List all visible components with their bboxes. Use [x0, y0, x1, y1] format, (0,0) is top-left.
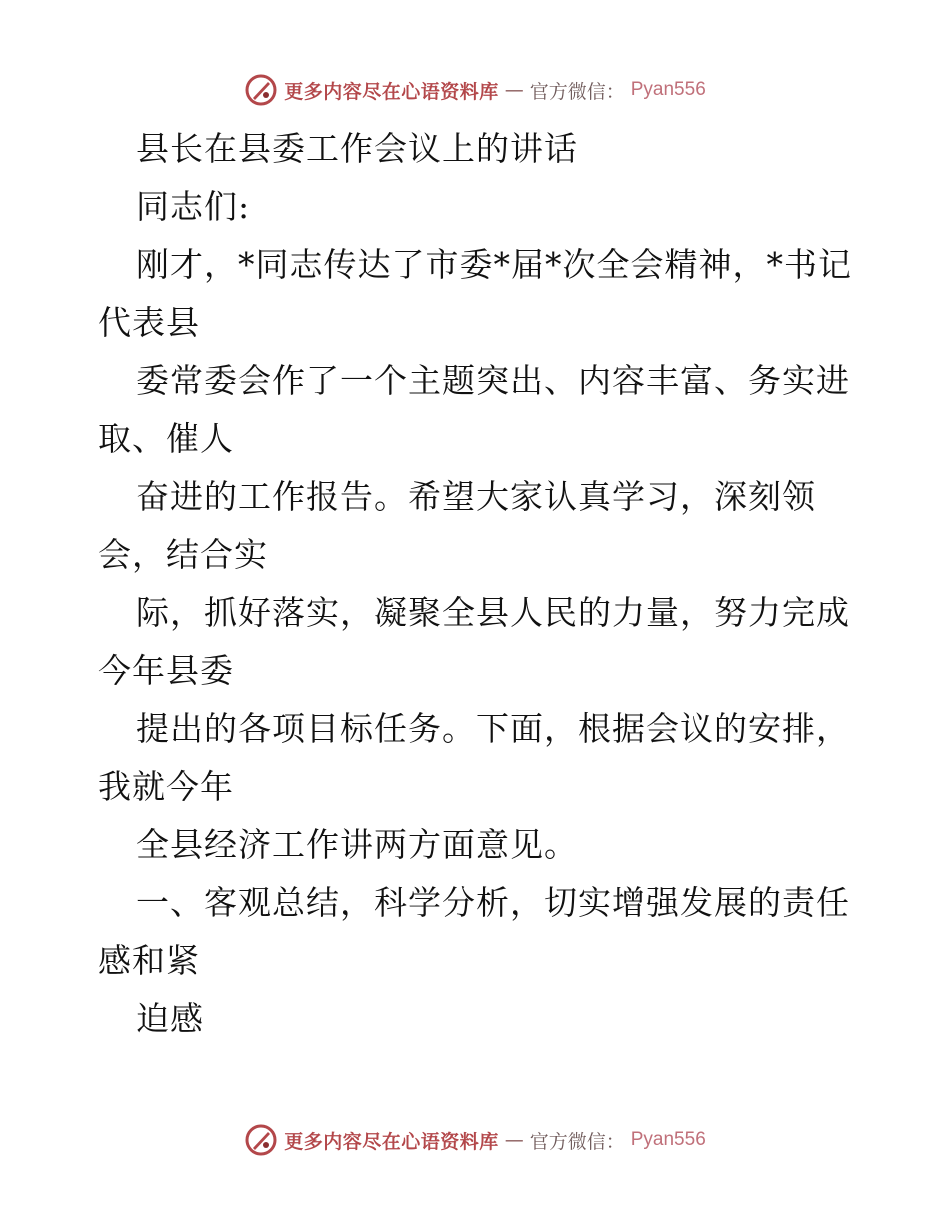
banner-title: 更多内容尽在心语资料库	[284, 1130, 499, 1153]
header-banner	[0, 70, 950, 110]
banner-wechat-label: 官方微信：	[529, 1130, 625, 1153]
paragraph-line: 代表县	[98, 303, 200, 342]
section-heading-cont: 感和紧	[98, 941, 200, 980]
paragraph-line: 取、催人	[98, 419, 234, 458]
section-heading: 一、客观总结，科学分析，切实增强发展的责任	[136, 883, 850, 922]
banner-separator: —	[504, 79, 524, 101]
banner-wechat-id: Pyan556	[630, 79, 706, 100]
banner-wechat-label: 官方微信：	[529, 80, 625, 103]
quill-seal-icon	[244, 1123, 278, 1157]
paragraph-line: 提出的各项目标任务。下面，根据会议的安排，	[136, 709, 850, 748]
paragraph-line: 委常委会作了一个主题突出、内容丰富、务实进	[136, 361, 850, 400]
quill-seal-icon	[244, 73, 278, 107]
section-heading-cont: 迫感	[136, 999, 204, 1038]
document-title: 县长在县委工作会议上的讲话	[136, 129, 578, 168]
banner-title: 更多内容尽在心语资料库	[284, 80, 499, 103]
paragraph-line: 全县经济工作讲两方面意见。	[136, 825, 578, 864]
paragraph-line: 际，抓好落实，凝聚全县人民的力量，努力完成	[136, 593, 850, 632]
paragraph-line: 今年县委	[98, 651, 234, 690]
paragraph-line: 会，结合实	[98, 535, 268, 574]
banner-wechat-id: Pyan556	[630, 1129, 706, 1150]
footer-banner	[0, 1120, 950, 1160]
banner-separator: —	[504, 1129, 524, 1151]
document-body	[98, 120, 858, 1048]
paragraph-line: 刚才，*同志传达了市委*届*次全会精神，*书记	[136, 245, 852, 284]
paragraph-line: 我就今年	[98, 767, 234, 806]
salutation: 同志们:	[136, 187, 251, 226]
paragraph-line: 奋进的工作报告。希望大家认真学习，深刻领	[136, 477, 816, 516]
